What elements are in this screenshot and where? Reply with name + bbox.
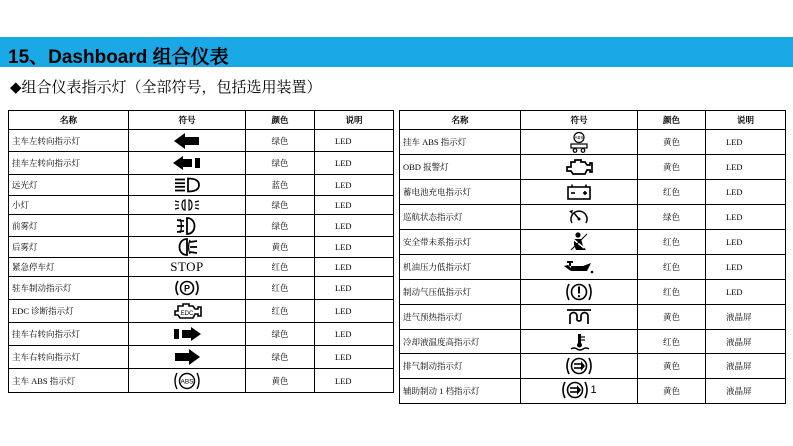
header-desc: 说明	[706, 111, 786, 130]
oil-can-icon	[521, 255, 638, 280]
indicator-name: 挂车右转向指示灯	[9, 323, 129, 346]
table-row	[9, 215, 394, 237]
svg-text:ABS: ABS	[180, 378, 194, 385]
indicator-name: 机油压力低指示灯	[400, 255, 521, 280]
header-symbol: 符号	[129, 111, 246, 130]
indicator-color: 黄色	[638, 155, 706, 180]
table-row	[9, 130, 394, 152]
aux-brake-icon	[521, 379, 638, 404]
trailer-left-arrow-icon	[129, 152, 246, 175]
indicator-name: 排气制动指示灯	[400, 354, 521, 379]
indicator-desc: LED	[315, 196, 394, 215]
table-row	[400, 130, 786, 155]
table-row	[9, 196, 394, 215]
edc-engine-icon	[129, 300, 246, 323]
indicator-color: 红色	[246, 277, 315, 300]
indicator-desc: LED	[315, 175, 394, 196]
table-row	[9, 152, 394, 175]
indicator-name: OBD 报警灯	[400, 155, 521, 180]
indicator-color: 红色	[638, 330, 706, 354]
battery-icon	[521, 180, 638, 205]
table-row	[400, 330, 786, 354]
header-color: 颜色	[246, 111, 315, 130]
indicator-desc: 液晶屏	[706, 330, 786, 354]
indicator-color: 绿色	[638, 205, 706, 230]
brake-warning-icon	[521, 280, 638, 305]
indicator-name: 挂车 ABS 指示灯	[400, 130, 521, 155]
table-row	[400, 354, 786, 379]
edc-label: EDC	[180, 310, 194, 317]
table-header-row	[400, 111, 786, 130]
indicator-color: 绿色	[246, 323, 315, 346]
table-row	[9, 369, 394, 393]
indicator-name: EDC 诊断指示灯	[9, 300, 129, 323]
indicator-name: 冷却液温度高指示灯	[400, 330, 521, 354]
indicator-name: 辅助制动 1 档指示灯	[400, 379, 521, 404]
indicator-desc: LED	[706, 230, 786, 255]
indicator-color: 红色	[638, 230, 706, 255]
indicator-color: 绿色	[246, 196, 315, 215]
indicator-desc: LED	[706, 255, 786, 280]
stop-symbol-text: STOP	[170, 259, 204, 274]
indicator-name: 驻车制动指示灯	[9, 277, 129, 300]
indicator-desc: 液晶屏	[706, 305, 786, 330]
table-row	[400, 180, 786, 205]
right-indicator-table	[399, 110, 786, 404]
indicator-name: 小灯	[9, 196, 129, 215]
exhaust-brake-icon	[521, 354, 638, 379]
rear-fog-icon	[129, 237, 246, 258]
indicator-desc: LED	[315, 369, 394, 393]
obd-engine-icon	[521, 155, 638, 180]
indicator-desc: LED	[315, 130, 394, 152]
header-color: 颜色	[638, 111, 706, 130]
header-name: 名称	[400, 111, 521, 130]
indicator-desc: LED	[706, 205, 786, 230]
indicator-color: 黄色	[638, 354, 706, 379]
header-name: 名称	[9, 111, 129, 130]
indicator-color: 黄色	[246, 237, 315, 258]
table-row	[9, 300, 394, 323]
indicator-name: 主车右转向指示灯	[9, 346, 129, 369]
abs-icon	[129, 369, 246, 393]
indicator-desc: LED	[315, 346, 394, 369]
table-row	[9, 323, 394, 346]
indicator-name: 前雾灯	[9, 215, 129, 237]
front-fog-icon	[129, 215, 246, 237]
indicator-desc: LED	[315, 152, 394, 175]
table-row	[9, 237, 394, 258]
indicator-desc: LED	[706, 180, 786, 205]
trailer-abs-icon	[521, 130, 638, 155]
indicator-name: 安全带未系指示灯	[400, 230, 521, 255]
indicator-desc: LED	[315, 277, 394, 300]
coolant-temp-icon	[521, 330, 638, 354]
indicator-desc: LED	[315, 323, 394, 346]
table-row	[400, 230, 786, 255]
indicator-color: 红色	[638, 180, 706, 205]
table-row	[9, 346, 394, 369]
indicator-name: 进气预热指示灯	[400, 305, 521, 330]
indicator-name: 远光灯	[9, 175, 129, 196]
indicator-name: 蓄电池充电指示灯	[400, 180, 521, 205]
indicator-desc: LED	[706, 280, 786, 305]
cruise-icon	[521, 205, 638, 230]
preheat-coil-icon	[521, 305, 638, 330]
high-beam-icon	[129, 175, 246, 196]
indicator-name: 巡航状态指示灯	[400, 205, 521, 230]
indicator-color: 红色	[246, 300, 315, 323]
indicator-desc: LED	[315, 237, 394, 258]
indicator-name: 紧急停车灯	[9, 258, 129, 277]
table-row	[400, 379, 786, 404]
table-row	[9, 258, 394, 277]
right-arrow-icon	[129, 346, 246, 369]
indicator-color: 黄色	[246, 369, 315, 393]
left-arrow-icon	[129, 130, 246, 152]
indicator-color: 绿色	[246, 346, 315, 369]
indicator-desc: LED	[706, 130, 786, 155]
seatbelt-icon	[521, 230, 638, 255]
indicator-color: 黄色	[638, 379, 706, 404]
indicator-desc: LED	[315, 215, 394, 237]
table-row	[400, 255, 786, 280]
svg-text:P: P	[183, 283, 191, 294]
indicator-color: 蓝色	[246, 175, 315, 196]
indicator-desc: LED	[315, 300, 394, 323]
aux-brake-level: 1	[590, 384, 597, 396]
indicator-color: 绿色	[246, 152, 315, 175]
header-symbol: 符号	[521, 111, 638, 130]
table-row	[9, 277, 394, 300]
indicator-name: 主车左转向指示灯	[9, 130, 129, 152]
table-row	[400, 280, 786, 305]
parking-brake-icon	[129, 277, 246, 300]
section-banner	[0, 37, 793, 67]
left-indicator-table	[8, 110, 394, 393]
indicator-desc: LED	[315, 258, 394, 277]
position-lamp-icon	[129, 196, 246, 215]
indicator-name: 主车 ABS 指示灯	[9, 369, 129, 393]
header-desc: 说明	[315, 111, 394, 130]
stop-symbol	[129, 258, 246, 277]
table-header-row	[9, 111, 394, 130]
indicator-color: 绿色	[246, 215, 315, 237]
table-row	[400, 155, 786, 180]
indicator-name: 后雾灯	[9, 237, 129, 258]
table-row	[400, 205, 786, 230]
indicator-color: 黄色	[638, 130, 706, 155]
subtitle: ◆组合仪表指示灯（全部符号，包括选用装置）	[10, 79, 322, 96]
indicator-name: 挂车左转向指示灯	[9, 152, 129, 175]
indicator-desc: 液晶屏	[706, 379, 786, 404]
trailer-right-arrow-icon	[129, 323, 246, 346]
indicator-name: 制动气压低指示灯	[400, 280, 521, 305]
indicator-color: 绿色	[246, 130, 315, 152]
indicator-color: 红色	[638, 255, 706, 280]
indicator-color: 红色	[638, 280, 706, 305]
indicator-color: 黄色	[638, 305, 706, 330]
indicator-desc: 液晶屏	[706, 354, 786, 379]
table-row	[9, 175, 394, 196]
table-row	[400, 305, 786, 330]
indicator-desc: LED	[706, 155, 786, 180]
svg-text:ABS: ABS	[574, 135, 584, 141]
indicator-color: 红色	[246, 258, 315, 277]
section-title: 15、Dashboard 组合仪表	[8, 47, 229, 68]
